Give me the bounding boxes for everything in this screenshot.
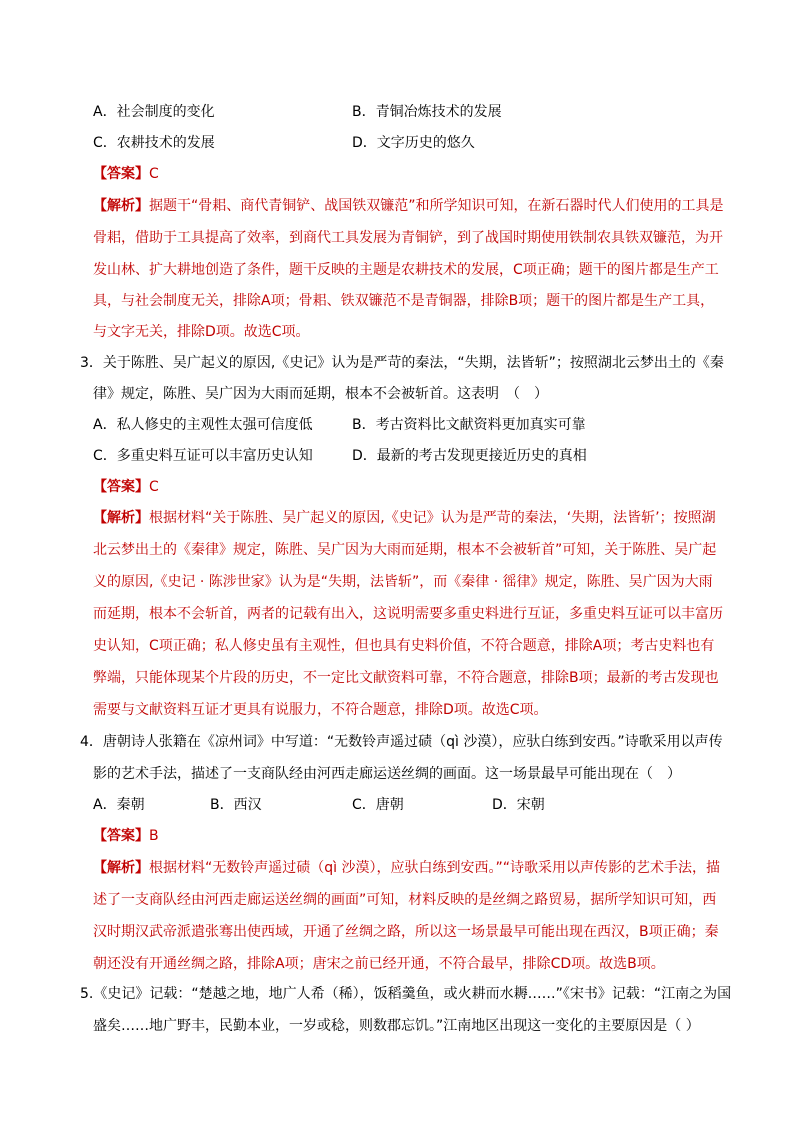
q2-analysis-line-3: 具，与社会制度无关，排除A项；骨耜、铁双镰范不是青铜器，排除B项；题干的图片都是生产工具，	[93, 293, 715, 309]
q3-stem-line-1: 律》规定，陈胜、吴广因为大雨而延期，根本不会被斩首。这表明 （ ）	[93, 386, 548, 402]
answer-value: C	[149, 166, 159, 182]
answer-label: 【答案】	[93, 828, 149, 844]
q4-analysis-line-2: 汉时期汉武帝派遣张骞出使西域，开通了丝绸之路，所以这一场景最早可能出现在西汉，B项正确；秦	[93, 924, 719, 940]
q4-option-d: D．宋朝	[492, 797, 545, 813]
q5-stem-line-0: 5.《史记》记载：“楚越之地，地广人希（稀），饭稻羹鱼，或火耕而水耨……”《宋书》记载：“江南之为国	[80, 986, 732, 1002]
q2-option-c: C．农耕技术的发展	[93, 135, 215, 151]
analysis-label: 【解析】	[93, 198, 149, 214]
q4-answer	[93, 826, 159, 846]
analysis-text: 据题干“骨耜、商代青铜铲、战国铁双镰范”和所学知识可知，在新石器时代人们使用的工具是	[149, 198, 724, 214]
analysis-text: 根据材料“关于陈胜、吴广起义的原因,《史记》认为是严苛的秦法，‘失期，法皆斩’；按照湖	[149, 510, 716, 526]
q2-option-d: D．文字历史的悠久	[352, 135, 475, 151]
answer-value: C	[149, 479, 159, 495]
answer-value: B	[149, 828, 159, 844]
q2-analysis-line-2: 发山林、扩大耕地创造了条件，题干反映的主题是农耕技术的发展，C项正确；题干的图片都是生产工	[93, 262, 719, 278]
q3-analysis-line-3: 而延期，根本不会斩首，两者的记载有出入，这说明需要多重史料进行互证，多重史料互证可以丰富历	[93, 606, 723, 622]
q3-option-d: D．最新的考古发现更接近历史的真相	[352, 448, 587, 464]
q2-answer	[93, 164, 159, 184]
analysis-text: 根据材料“无数铃声遥过碛（qì 沙漠），应驮白练到安西。”“诗歌采用以声传影的艺术手法，描	[149, 860, 720, 876]
q3-option-c: C．多重史料互证可以丰富历史认知	[93, 448, 313, 464]
answer-label: 【答案】	[93, 479, 149, 495]
q4-stem-line-0: 4．唐朝诗人张籍在《凉州词》中写道：“无数铃声遥过碛（qì 沙漠），应驮白练到安西。”诗歌采用以声传	[80, 734, 723, 750]
analysis-label: 【解析】	[93, 860, 149, 876]
q3-analysis-line-5: 弊端，只能体现某个片段的历史，不一定比文献资料可靠，不符合题意，排除B项；最新的考古发现也	[93, 670, 719, 686]
q4-option-a: A．秦朝	[93, 797, 145, 813]
q4-analysis-line-0	[93, 858, 720, 878]
q3-analysis-line-1: 北云梦出土的《秦律》规定，陈胜、吴广因为大雨而延期，根本不会被斩首”可知，关于陈胜、吴广起	[93, 542, 717, 558]
q3-analysis-line-4: 史认知，C项正确；私人修史虽有主观性，但也具有史料价值，不符合题意，排除A项；考古史料也有	[93, 638, 715, 654]
q4-option-c: C．唐朝	[352, 797, 404, 813]
analysis-label: 【解析】	[93, 510, 149, 526]
q4-option-b: B．西汉	[210, 797, 262, 813]
q4-analysis-line-1: 述了一支商队经由河西走廊运送丝绸的画面”可知，材料反映的是丝绸之路贸易，据所学知识可知，西	[93, 892, 717, 908]
q3-analysis-line-6: 需要与文献资料互证才更具有说服力，不符合题意，排除D项。故选C项。	[93, 702, 548, 718]
q2-analysis-line-4: 与文字无关，排除D项。故选C项。	[93, 324, 310, 340]
q4-stem-line-1: 影的艺术手法，描述了一支商队经由河西走廊运送丝绸的画面。这一场景最早可能出现在（ ）	[93, 766, 681, 782]
q3-stem-line-0: 3．关于陈胜、吴广起义的原因,《史记》认为是严苛的秦法，“失期，法皆斩”；按照湖北云梦出土的《秦	[80, 355, 724, 371]
q2-analysis-line-0	[93, 196, 724, 216]
q2-option-a: A．社会制度的变化	[93, 104, 215, 120]
answer-label: 【答案】	[93, 166, 149, 182]
q3-analysis-line-2: 义的原因,《史记 · 陈涉世家》认为是“失期，法皆斩”，而《秦律 · 徭律》规定，陈胜、吴广因为大雨	[93, 574, 713, 590]
q3-analysis-line-0	[93, 508, 716, 528]
q3-option-b: B．考古资料比文献资料更加真实可靠	[352, 417, 586, 433]
q2-analysis-line-1: 骨耜，借助于工具提高了效率，到商代工具发展为青铜铲，到了战国时期使用铁制农具铁双镰范，为开	[93, 230, 723, 246]
q2-option-b: B．青铜冶炼技术的发展	[352, 104, 502, 120]
q5-stem-line-1: 盛矣……地广野丰，民勤本业，一岁或稔，则数郡忘饥。”江南地区出现这一变化的主要原因是（ ）	[93, 1018, 700, 1034]
q3-option-a: A．私人修史的主观性太强可信度低	[93, 417, 313, 433]
q4-analysis-line-3: 朝还没有开通丝绸之路，排除A项；唐宋之前已经开通，不符合最早，排除CD项。故选B项。	[93, 956, 665, 972]
q3-answer	[93, 477, 159, 497]
